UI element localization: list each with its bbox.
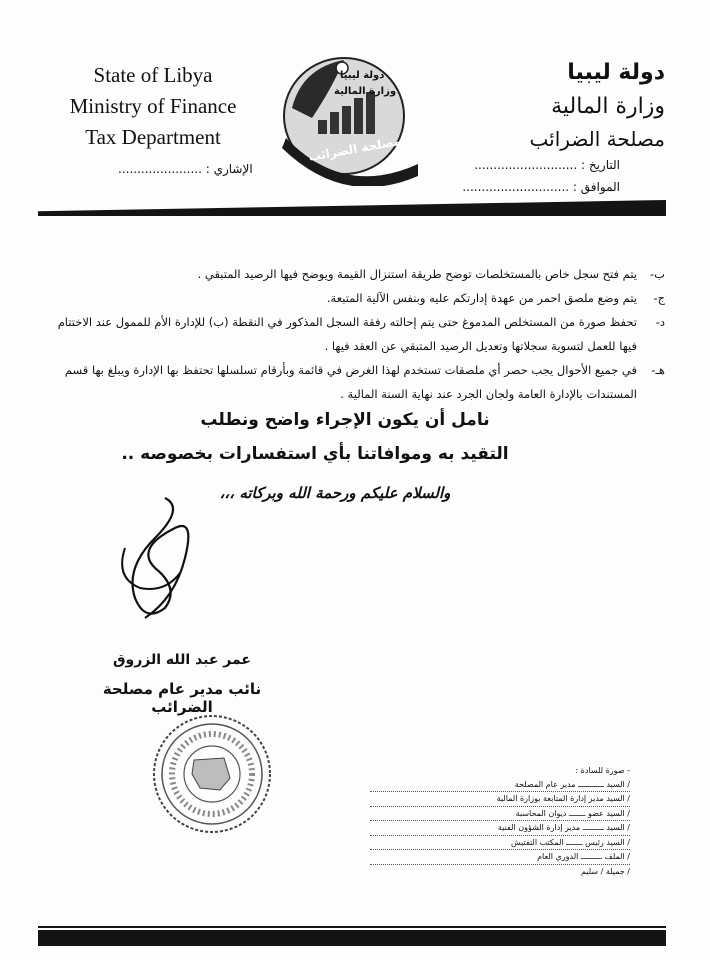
footer-divider-line	[38, 926, 666, 928]
item-label: هـ-	[651, 363, 665, 377]
item-label: ب-	[650, 267, 665, 281]
list-item	[55, 358, 665, 406]
english-line-state: State of Libya	[93, 63, 213, 87]
logo-text-mid: وزارة المالية	[334, 86, 397, 97]
item-text: في جميع الأحوال يجب حصر أي ملصقات تستخدم لهذا الغرض في قائمة وبأرقام تسلسلها تحتفظ بها الإدارة ويبلغ بها قسم المستندات بالإدارة العامة ولجان الجرد عند نهاية السنة المالية .	[64, 363, 637, 401]
tax-department-logo	[272, 48, 420, 186]
arabic-letterhead	[465, 56, 665, 154]
date-field: التاريخ : ...........................	[474, 158, 620, 172]
copy-recipient: / السيد ـــــــــــ مدير عام المصلحة	[370, 778, 630, 793]
reference-number-field: الإشاري : ......................	[118, 162, 253, 176]
list-item	[55, 286, 665, 310]
item-label: د-	[655, 315, 665, 329]
footer-divider-bar	[38, 930, 666, 946]
item-text: يتم وضع ملصق احمر من عهدة إدارتكم عليه وبنفس الآلية المتبعة.	[326, 291, 637, 305]
copy-recipient: / السيد مدير إدارة المتابعة بوزارة المالية	[370, 792, 630, 807]
copies-heading: - صورة للسادة :	[575, 766, 630, 775]
english-line-ministry: Ministry of Finance	[69, 94, 237, 118]
official-stamp	[150, 712, 274, 836]
logo-text-top: دولة ليبيا	[340, 70, 385, 81]
copy-initials: / جميلة / سليم	[580, 866, 630, 876]
list-item	[55, 262, 665, 286]
copy-recipient: / الملف ـــــــــ الدوري العام	[370, 850, 630, 865]
copy-recipient: / السيد ـــــــــ مدير إدارة الشؤون الفنية	[370, 821, 630, 836]
closing-greeting: والسلام عليكم ورحمة الله وبركاته ،،،	[219, 484, 451, 502]
arabic-line-ministry: وزارة المالية	[551, 94, 665, 119]
closing-line-1: نامل أن يكون الإجراء واضح ونطلب	[200, 410, 490, 430]
item-text: يتم فتح سجل خاص بالمستخلصات توضح طريقة استنزال القيمة ويوضح فيها الرصيد المتبقي .	[197, 267, 637, 281]
header-divider-bar	[38, 200, 666, 216]
arabic-line-state: دولة ليبيا	[567, 60, 665, 85]
closing-line-2: التقيد به وموافاتنا بأي استفسارات بخصوصه ..	[121, 444, 509, 464]
arabic-line-department: مصلحة الضرائب	[529, 127, 665, 151]
letter-body	[55, 262, 665, 406]
item-text: تحفظ صورة من المستخلص المدموغ حتى يتم إحالته رفقة السجل المذكور في النقطة (ب) للإدارة الأم للممول عند الاختتام فيها للعمل لتسوية سجلاتها وتعديل الرصيد المتبقي عن العقد فيها .	[57, 315, 637, 353]
signatory-title: نائب مدير عام مصلحة الضرائب	[102, 680, 262, 716]
handwritten-signature	[105, 488, 205, 628]
signatory-name: عمر عبد الله الزروق	[113, 652, 251, 668]
copy-recipient: / السيد عضو ـــــــ ديوان المحاسبة	[370, 807, 630, 822]
copy-recipient: / السيد رئيس ـــــــ المكتب التفتيش	[370, 836, 630, 851]
logo-text-bottom: مصلحة الضرائب	[307, 133, 403, 165]
list-item	[55, 310, 665, 358]
english-letterhead	[58, 60, 248, 153]
english-line-department: Tax Department	[85, 125, 221, 149]
corresponding-date-field: الموافق : ............................	[462, 180, 620, 194]
copies-list	[370, 764, 630, 878]
item-label: ج-	[653, 291, 665, 305]
